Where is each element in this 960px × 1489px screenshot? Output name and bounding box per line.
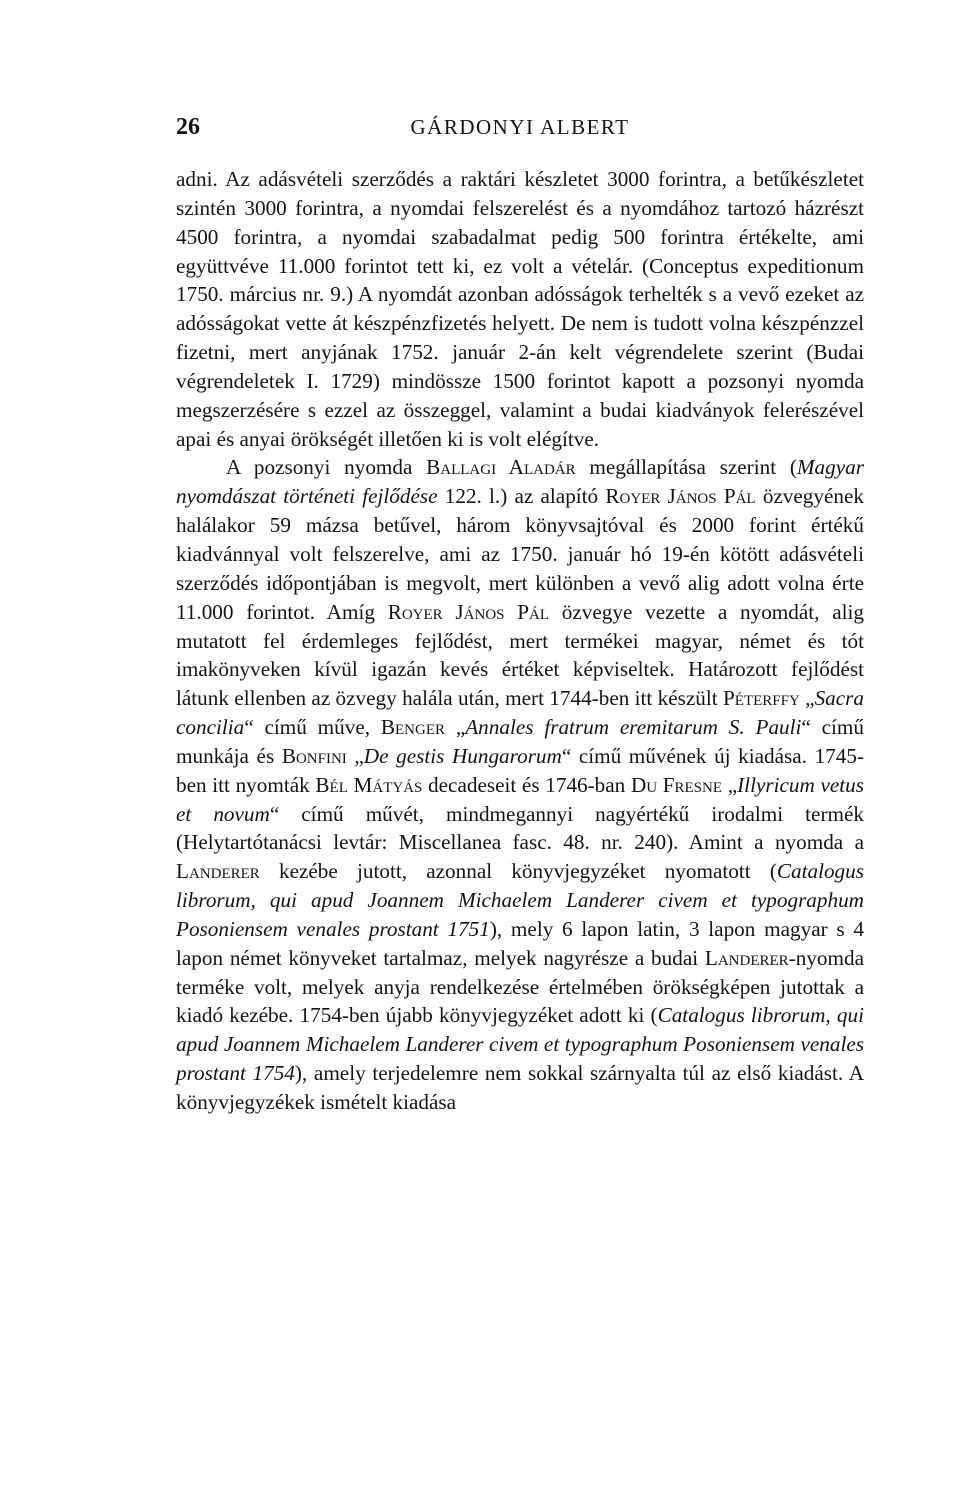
text-run: „	[445, 715, 466, 740]
person-name: Du Fresne	[630, 772, 723, 797]
text-run: ), mely 6 lapon latin, 3 lapon magyar s 4 lapon német könyveket tartalmaz, melyek nagyrésze a budai	[176, 916, 864, 970]
paragraph-2	[176, 453, 864, 1116]
italic-title: Annales fratrum eremitarum S. Pauli	[465, 715, 802, 740]
body-text	[176, 165, 864, 1117]
person-name: Landerer	[176, 859, 260, 884]
text-run: ), amely terjedelemre nem sokkal szárnyalta túl az első kiadást. A könyvjegyzékek ismételt kiadása	[176, 1061, 865, 1114]
page-header	[176, 112, 864, 142]
person-name: Royer János Pál	[605, 484, 756, 509]
text-run: “ című munkája és	[176, 715, 864, 768]
text-run: A pozsonyi nyomda	[226, 455, 427, 480]
text-run: „	[799, 686, 815, 711]
person-name: Benger	[380, 715, 445, 740]
person-name: Bonfini	[281, 743, 347, 768]
text-run: -nyomda terméke volt, melyek anyja rendelkezése értelmében örökségképen jutottak a kiadó kezébe. 1754-ben újabb könyvjegyzéket adott ki (	[176, 945, 864, 1028]
text-run: „	[346, 743, 364, 768]
text-run: “ című műve,	[244, 715, 381, 740]
person-name: Bél Mátyás	[315, 772, 423, 797]
italic-title: Catalogus librorum, qui apud Joannem Michaelem Landerer civem et typographum Posoniensem venales prostant 1751	[176, 859, 864, 941]
text-run: „	[722, 772, 738, 797]
text-run: “ című művének új kiadása. 1745-ben itt nyomták	[176, 743, 865, 797]
person-name: Ballagi Aladár	[426, 455, 576, 480]
italic-title: Catalogus librorum, qui apud Joannem Michaelem Landerer civem et typographum Posoniensem venales prostant 1754	[176, 1003, 864, 1086]
italic-title: Sacra concilia	[176, 686, 864, 740]
page-number: 26	[176, 114, 200, 140]
italic-title: Magyar nyomdászat történeti fejlődése	[176, 455, 864, 509]
text-run: özvegye vezette a nyomdát, alig mutatott fel érdemleges fejlődést, mert termékei magyar, német és tót imakönyveken kívül igazán kevés értéket képviseltek. Határozott fejlődést látunk ellenben az özvegy halála után, mert 1744-ben itt készült	[176, 599, 864, 711]
italic-title: Illyricum vetus et novum	[176, 772, 864, 826]
person-name: Royer János Pál	[387, 599, 550, 624]
text-run: 122. l.) az alapító	[437, 484, 606, 509]
text-run: kezébe jutott, azonnal könyvjegyzéket nyomatott (	[259, 859, 777, 884]
running-head: GÁRDONYI ALBERT	[410, 115, 630, 139]
text-run: decadeseit és 1746-ban	[422, 772, 631, 797]
text-run: özvegyének halálakor 59 mázsa betűvel, három könyvsajtóval és 2000 forint értékű kiadvánnyal volt felszerelve, ami az 1750. január hó 19-én kötött adásvételi szerződés időpontjában is megvolt, mert különben a vevő alig adott volna érte 11.000 forintot. Amíg	[176, 484, 864, 624]
text-run: adni. Az adásvételi szerződés a raktári készletet 3000 forintra, a betűkészletet szintén 3000 forintra, a nyomdai felszerelést és a nyomdához tartozó házrészt 4500 forintra, a nyomdai szabadalmat pedig 500 forintra értékelte, ami együttvéve 11.000 forintot tett ki, ez volt a vételár. (Conceptus expeditionum 1750. március nr. 9.) A nyomdát azonban adósságok terhelték s a vevő ezeket az adósságokat vette át készpénzfizetés helyett. De nem is tudott volna készpénzzel fizetni, mert anyjának 1752. január 2-án kelt végrendelete szerint (Budai végrendeletek I. 1729) mindössze 1500 forintot kapott a pozsonyi nyomda megszerzésére s ezzel az összeggel, valamint a budai kiadványok felerészével apai és anyai örökségét illetően ki is volt elégítve.	[176, 167, 864, 451]
text-run: “ című művét, mindmegannyi nagyértékű irodalmi termék (Helytartótanácsi levtár: Miscellanea fasc. 48. nr. 240). Amint a nyomda a	[176, 801, 864, 855]
italic-title: De gestis Hungarorum	[363, 743, 562, 768]
person-name: Péterffy	[723, 686, 800, 711]
paragraph-1	[176, 165, 864, 453]
person-name: Landerer	[704, 945, 789, 970]
text-run: megállapítása szerint (	[575, 455, 797, 480]
